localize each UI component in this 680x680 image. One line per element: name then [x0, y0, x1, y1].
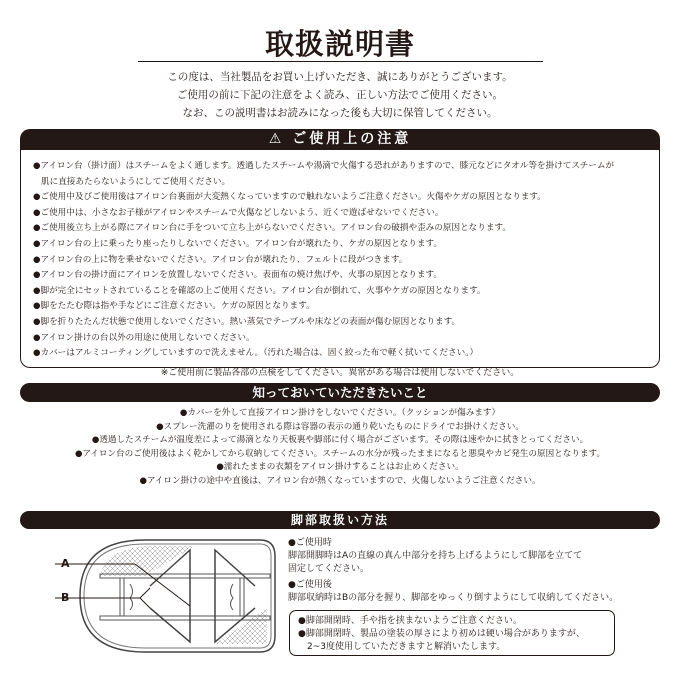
- caution-item: 肌に直接あたらないようにしてご使用ください。: [41, 176, 231, 187]
- inspection-note: ※ご使用前に製品各部の点検をしてください。異常がある場合は使用しないでください。: [160, 368, 520, 378]
- caution-item: ●アイロン台の掛け面にアイロンを放置しないでください。表面布の焼け焦げや、火事の原因となります。: [33, 270, 442, 281]
- title-divider: [138, 61, 543, 62]
- caution-item: ●アイロン台の上に乗ったり座ったりしないでください。アイロン台が壊れたり、ケガの原因となります。: [33, 238, 442, 249]
- intro-line: なお、この説明書はお読みになった後も大切に保管してください。: [182, 107, 498, 119]
- legs-warning-box: [289, 610, 615, 656]
- intro-line: この度は、当社製品をお買い上げいただき、誠にありがとうございます。: [167, 71, 513, 83]
- legs-warning: ●脚部開閉時、製品の塗装の厚さにより初めは硬い場合がありますが、: [298, 629, 585, 639]
- label-b: B: [61, 591, 70, 604]
- legs-header: 脚部取扱い方法: [20, 511, 660, 529]
- after-title: ●ご使用後: [288, 580, 332, 590]
- caution-header: [20, 129, 660, 150]
- use-text: 脚部開脚時はAの直線の真ん中部分を持ち上げるようにして脚部を立てて: [288, 551, 583, 561]
- caution-heading: ご使用上の注意: [292, 131, 412, 147]
- caution-item: ●脚が完全にセットされていることを確認の上ご使用ください。アイロン台が倒れて、火事やケガの原因となります。: [33, 285, 486, 296]
- caution-item: ●脚を折りたたんだ状態で使用しないでください。熱い蒸気でテーブルや床などの表面が傷む原因となります。: [33, 316, 461, 327]
- caution-item: ●ご使用後立ち上がる際にアイロン台に手をついて立ち上がらないでください。アイロン台の破損や歪みの原因となります。: [33, 223, 511, 234]
- knowledge-item: ●アイロン台のご使用後はよく乾かしてから収納してください。スチームの水分が残ったままになると悪臭やカビ発生の原因となります。: [74, 448, 606, 459]
- knowledge-item: ●スプレー洗濯のりを使用される際は容器の表示の通り乾いたものにドライでお掛けください。: [156, 421, 524, 432]
- label-a: A: [61, 557, 70, 570]
- intro-line: ご使用の前に下記の注意をよく読み、正しい方法でご使用ください。: [176, 89, 504, 101]
- caution-item: ●アイロン台の上に物を乗せないでください。アイロン台が壊れたり、フェルトに段がつきます。: [33, 254, 408, 265]
- knowledge-header: 知っておいていただきたいこと: [20, 383, 660, 402]
- caution-item: ●カバーはアルミコーティングしていますので洗えません。（汚れた場合は、固く絞った布で軽く拭いてください。）: [33, 348, 479, 359]
- caution-item: ●アイロン台（掛け面）はスチームをよく通します。透過したスチームや湯滴で火傷する恐れがありますので、膝元などにタオル等を掛けてスチームが: [33, 161, 615, 171]
- caution-item: ●アイロン掛けの台以外の用途に使用しないでください。: [33, 332, 255, 343]
- knowledge-item: ●アイロン掛けの途中や直後は、アイロン台が熱くなっていますので、火傷しないようご注意ください。: [139, 475, 541, 486]
- knowledge-item: ●カバーを外して直接アイロン掛けをしないでください。（クッションが傷みます）: [179, 408, 501, 418]
- knowledge-item: ●透過したスチームが温度差によって湯滴となり天板裏や脚部に付く場合がございます。その際は速やかに拭きとってください。: [91, 435, 589, 445]
- use-title: ●ご使用時: [288, 538, 332, 548]
- caution-item: ●脚をたたむ際は指や手などにご注意ください。ケガの原因となります。: [33, 301, 315, 312]
- use-text: 固定してください。: [288, 564, 370, 574]
- page-title: 取扱説明書: [264, 27, 415, 61]
- caution-item: ●ご使用中及びご使用後はアイロン台裏面が大変熱くなっていますので触れないようご注意ください。火傷やケガの原因となります。: [33, 192, 546, 203]
- caution-item: ●ご使用中は、小さなお子様がアイロンやスチームで火傷などしないよう、近くで遊ばせないでください。: [33, 207, 444, 218]
- legs-warning: 2~3度使用していただきますと解消いたします。: [298, 642, 506, 652]
- after-text: 脚部収納時はBの部分を握り、脚部をゆっくり倒すようにして収納してください。: [288, 593, 619, 603]
- caution-box: [20, 150, 660, 368]
- knowledge-item: ●濡れたままの衣類をアイロン掛けすることはお止めください。: [216, 462, 464, 472]
- ironing-board-diagram: [55, 536, 280, 656]
- warning-icon: ⚠: [268, 131, 285, 147]
- legs-warning: ●脚部開閉時、手や指を挟まないようご注意ください。: [298, 616, 522, 626]
